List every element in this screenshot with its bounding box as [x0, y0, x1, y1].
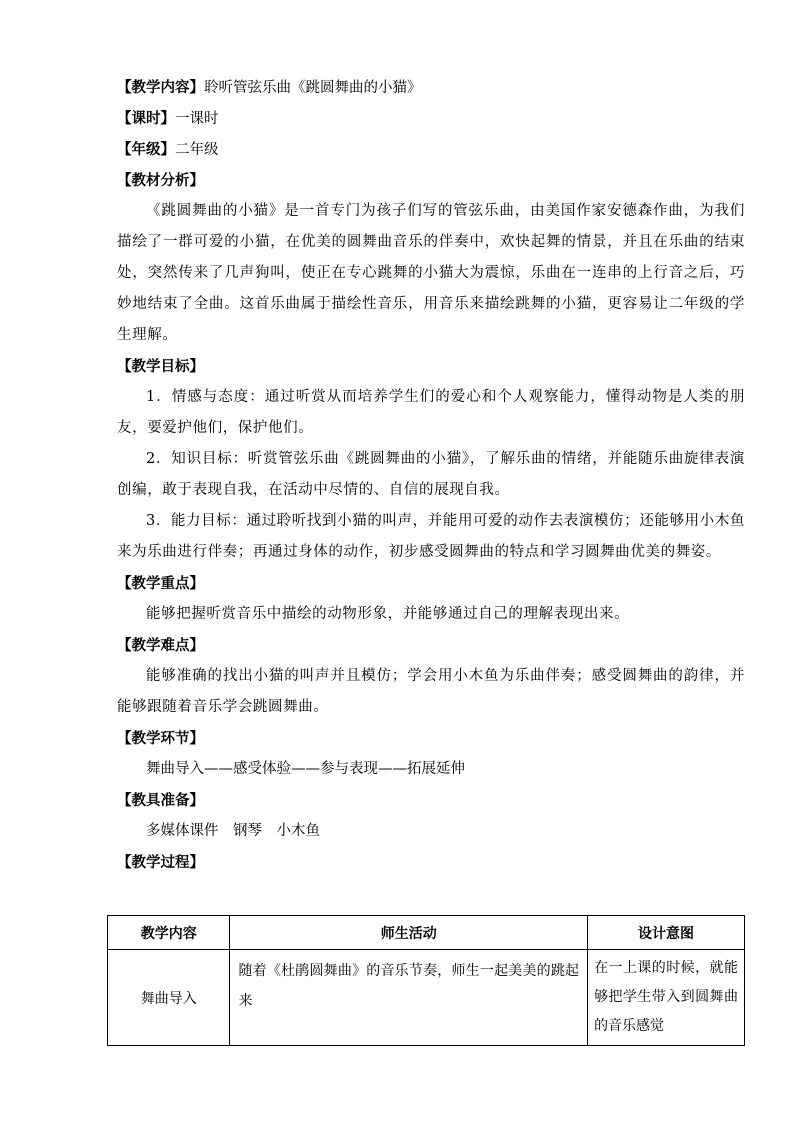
row-content-cell: 舞曲导入 — [108, 950, 230, 1046]
analysis-heading: 【教材分析】 — [117, 172, 204, 189]
row-activity-cell: 随着《杜鹃圆舞曲》的音乐节奏，师生一起美美的跳起来 — [230, 950, 588, 1046]
row-design-cell: 在一上课的时候，就能够把学生带入到圆舞曲的音乐感觉 — [588, 950, 745, 1046]
content-line — [117, 72, 745, 103]
header-content: 教学内容 — [108, 916, 230, 950]
content-label: 【教学内容】 — [117, 79, 204, 96]
goal-item-1: 1．情感与态度：通过听赏从而培养学生们的爱心和个人观察能力，懂得动物是人类的朋友，要爱护他们，保护他们。 — [117, 389, 745, 436]
grade-value: 二年级 — [175, 142, 219, 158]
goals-heading: 【教学目标】 — [117, 358, 204, 375]
stages-text: 舞曲导入——感受体验——参与表现——拓展延伸 — [146, 761, 465, 777]
key-points-text: 能够把握听赏音乐中描绘的动物形象，并能够通过自己的理解表现出来。 — [146, 606, 630, 622]
key-points-heading: 【教学重点】 — [117, 575, 204, 592]
period-value: 一课时 — [175, 111, 219, 127]
grade-label: 【年级】 — [117, 141, 175, 158]
content-value: 聆听管弦乐曲《跳圆舞曲的小猫》 — [204, 80, 422, 96]
process-table — [107, 915, 745, 1046]
period-line — [117, 103, 745, 134]
goal-item-3: 3．能力目标：通过聆听找到小猫的叫声，并能用可爱的动作去表演模仿；还能够用小木鱼来为乐曲进行伴奏；再通过身体的动作，初步感受圆舞曲的特点和学习圆舞曲优美的舞姿。 — [117, 513, 745, 560]
table-row — [108, 950, 745, 1046]
grade-line — [117, 134, 745, 165]
header-activity: 师生活动 — [230, 916, 588, 950]
difficulties-heading: 【教学难点】 — [117, 637, 204, 654]
period-label: 【课时】 — [117, 110, 175, 127]
analysis-text: 《跳圆舞曲的小猫》是一首专门为孩子们写的管弦乐曲，由美国作家安德森作曲，为我们描绘了一群可爱的小猫，在优美的圆舞曲音乐的伴奏中，欢快起舞的情景，并且在乐曲的结束处，突然传来了几声狗叫，使正在专心跳舞的小猫大为震惊，乐曲在一连串的上行音之后，巧妙地结束了全曲。这首乐曲属于描绘性音乐，用音乐来描绘跳舞的小猫，更容易让二年级的学生理解。 — [117, 203, 745, 343]
stages-heading: 【教学环节】 — [117, 730, 204, 747]
header-design: 设计意图 — [588, 916, 745, 950]
difficulties-text: 能够准确的找出小猫的叫声并且模仿；学会用小木鱼为乐曲伴奏；感受圆舞曲的韵律，并能够跟随着音乐学会跳圆舞曲。 — [117, 668, 745, 715]
materials-text: 多媒体课件 钢琴 小木鱼 — [146, 823, 320, 839]
process-heading: 【教学过程】 — [117, 854, 204, 871]
lesson-plan — [117, 72, 745, 878]
goal-item-2: 2．知识目标：听赏管弦乐曲《跳圆舞曲的小猫》，了解乐曲的情绪，并能随乐曲旋律表演创编，敢于表现自我，在活动中尽情的、自信的展现自我。 — [117, 451, 745, 498]
materials-heading: 【教具准备】 — [117, 792, 204, 809]
table-header-row — [108, 916, 745, 950]
